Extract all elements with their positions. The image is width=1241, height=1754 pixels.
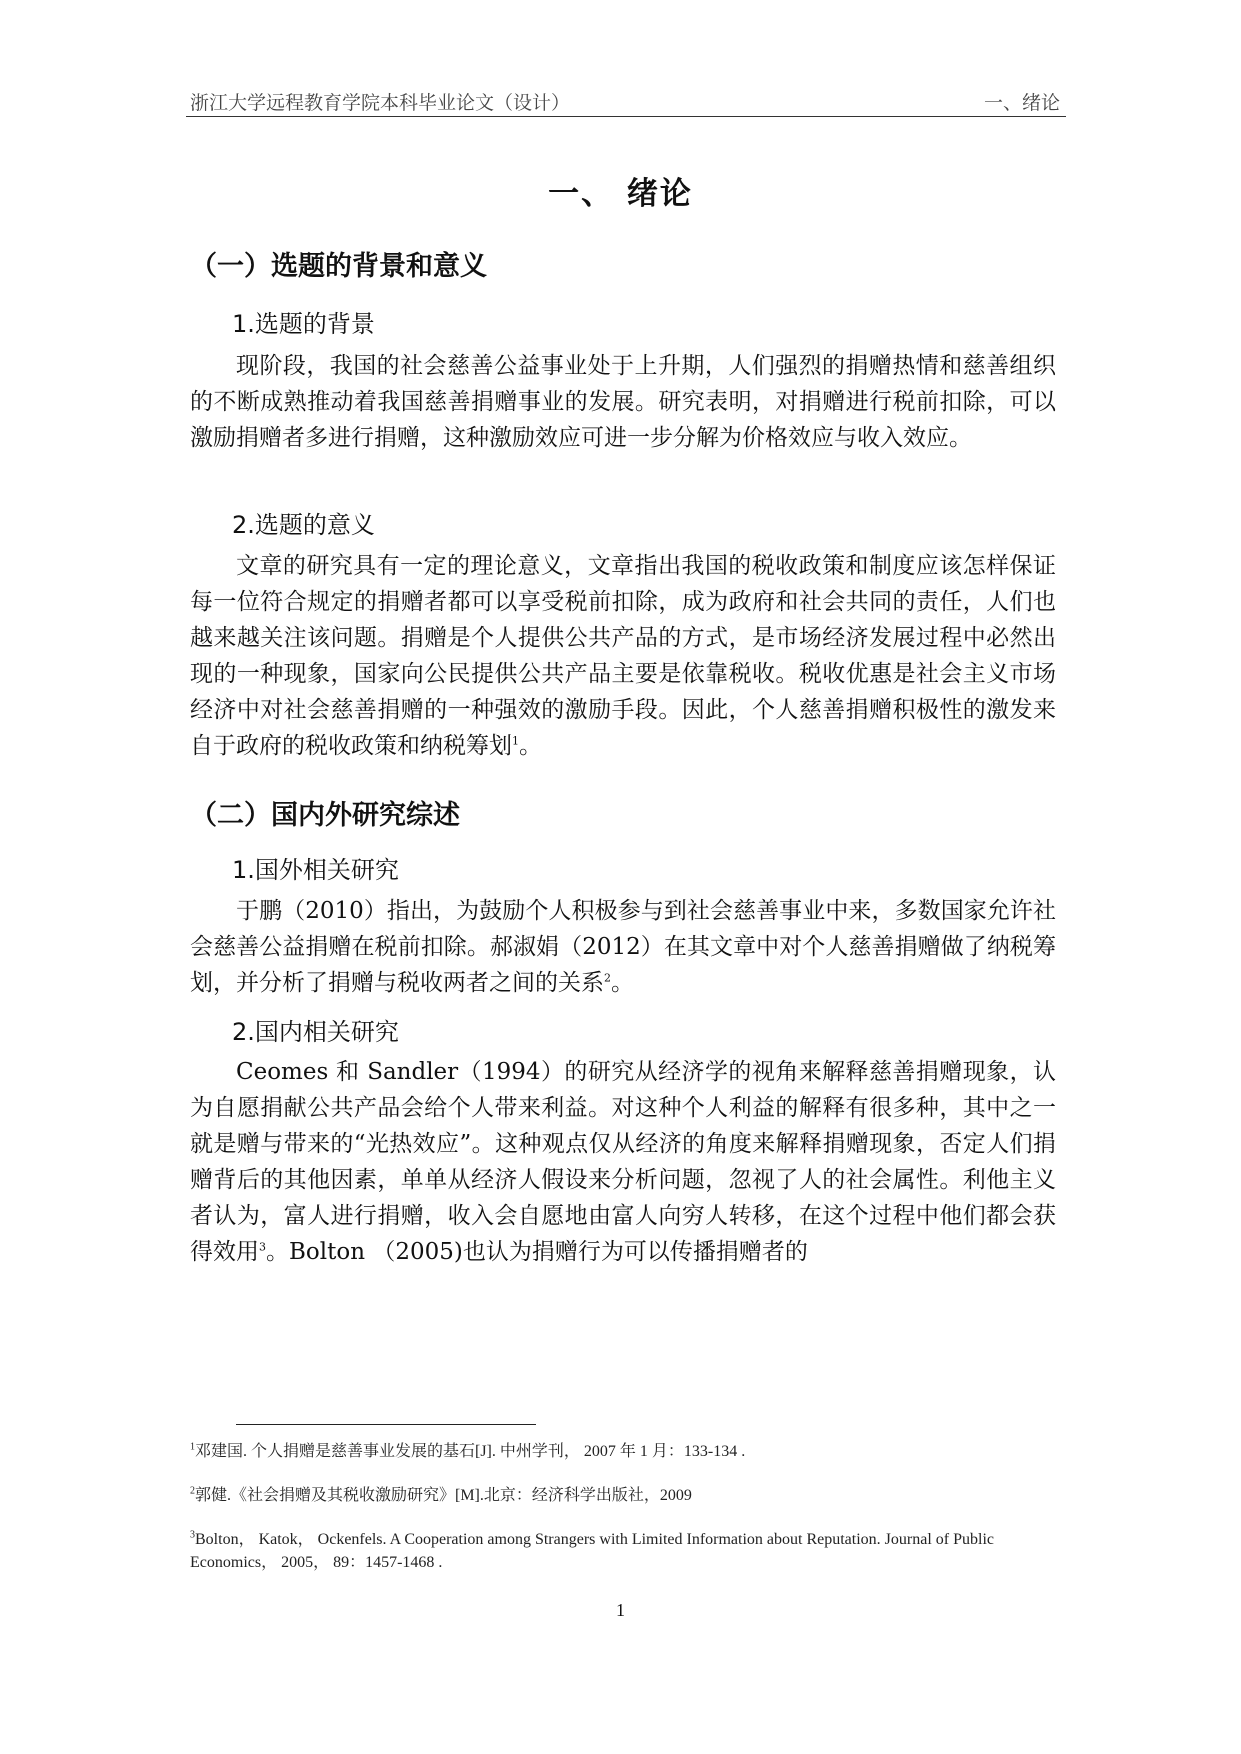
footnote-ref-1[interactable]: 1 — [512, 734, 519, 748]
subheading-foreign-research: 1.国外相关研究 — [232, 856, 399, 884]
paragraph-domestic-research — [190, 1054, 1056, 1270]
section-heading-literature-review: （二）国内外研究综述 — [190, 800, 460, 831]
header-chapter-name: 一、绪论 — [983, 92, 1060, 114]
footnote-number: 1 — [190, 1441, 195, 1453]
paragraph-domestic-research-tail: 。Bolton （2005)也认为捐赠行为可以传播捐赠者的 — [266, 1239, 808, 1265]
paragraph-significance — [190, 548, 1056, 764]
paragraph-domestic-research-text: Ceomes 和 Sandler（1994）的研究从经济学的视角来解释慈善捐赠现象，认为自愿捐献公共产品会给个人带来利益。对这种个人利益的解释有很多种，其中之一就是赠与带来的“光热效应”。这种观点仅从经济的角度来解释捐赠现象，否定人们捐赠背后的其他因素，单单从经济人假设来分析问题，忽视了人的社会属性。利他主义者认为，富人进行捐赠，收入会自愿地由富人向穷人转移，在这个过程中他们都会获得效用 — [190, 1059, 1056, 1265]
paragraph-foreign-research-text: 于鹏（2010）指出，为鼓励个人积极参与到社会慈善事业中来，多数国家允许社会慈善公益捐赠在税前扣除。郝淑娟（2012）在其文章中对个人慈善捐赠做了纳税筹划，并分析了捐赠与税收两者之间的关系 — [190, 898, 1056, 996]
paragraph-significance-text: 文章的研究具有一定的理论意义，文章指出我国的税收政策和制度应该怎样保证每一位符合规定的捐赠者都可以享受税前扣除，成为政府和社会共同的责任，人们也越来越关注该问题。捐赠是个人提供公共产品的方式，是市场经济发展过程中必然出现的一种现象，国家向公民提供公共产品主要是依靠税收。税收优惠是社会主义市场经济中对社会慈善捐赠的一种强效的激励手段。因此，个人慈善捐赠积极性的激发来自于政府的税收政策和纳税筹划 — [190, 553, 1056, 759]
subheading-domestic-research: 2.国内相关研究 — [232, 1018, 399, 1046]
page-number: 1 — [616, 1600, 625, 1620]
footnote-2 — [190, 1484, 1050, 1507]
paragraph-foreign-research — [190, 893, 1056, 1001]
section-heading-background: （一）选题的背景和意义 — [190, 251, 487, 282]
paragraph-foreign-research-tail: 。 — [611, 970, 634, 996]
footnote-3 — [190, 1528, 1050, 1574]
subheading-topic-significance: 2.选题的意义 — [232, 511, 375, 539]
footnote-1 — [190, 1440, 1050, 1463]
chapter-title: 一、 绪论 — [548, 176, 693, 212]
footnote-number: 2 — [190, 1485, 195, 1497]
footnote-separator — [236, 1424, 536, 1425]
paragraph-significance-tail: 。 — [519, 733, 542, 759]
paragraph-background — [190, 348, 1056, 456]
footnote-ref-2[interactable]: 2 — [604, 971, 611, 985]
running-header — [190, 88, 1060, 116]
footnote-text: 邓建国. 个人捐赠是慈善事业发展的基石[J]. 中州学刊， 2007 年 1 月：133-134 . — [195, 1443, 746, 1460]
footnote-text: 郭健.《社会捐赠及其税收激励研究》[M].北京：经济科学出版社，2009 — [195, 1487, 692, 1504]
header-thesis-title: 浙江大学远程教育学院本科毕业论文（设计） — [190, 92, 571, 114]
footnote-ref-3[interactable]: 3 — [259, 1240, 266, 1254]
subheading-topic-background: 1.选题的背景 — [232, 310, 375, 338]
footnote-text: Bolton， Katok， Ockenfels. A Cooperation among Strangers with Limited Information about Reputation. Journal of Public Economics， 2005， 89：1457-1468 . — [190, 1531, 994, 1571]
paragraph-background-text: 现阶段，我国的社会慈善公益事业处于上升期，人们强烈的捐赠热情和慈善组织的不断成熟推动着我国慈善捐赠事业的发展。研究表明，对捐赠进行税前扣除，可以激励捐赠者多进行捐赠，这种激励效应可进一步分解为价格效应与收入效应。 — [190, 353, 1056, 451]
footnote-number: 3 — [190, 1529, 195, 1541]
header-rule — [186, 116, 1066, 117]
